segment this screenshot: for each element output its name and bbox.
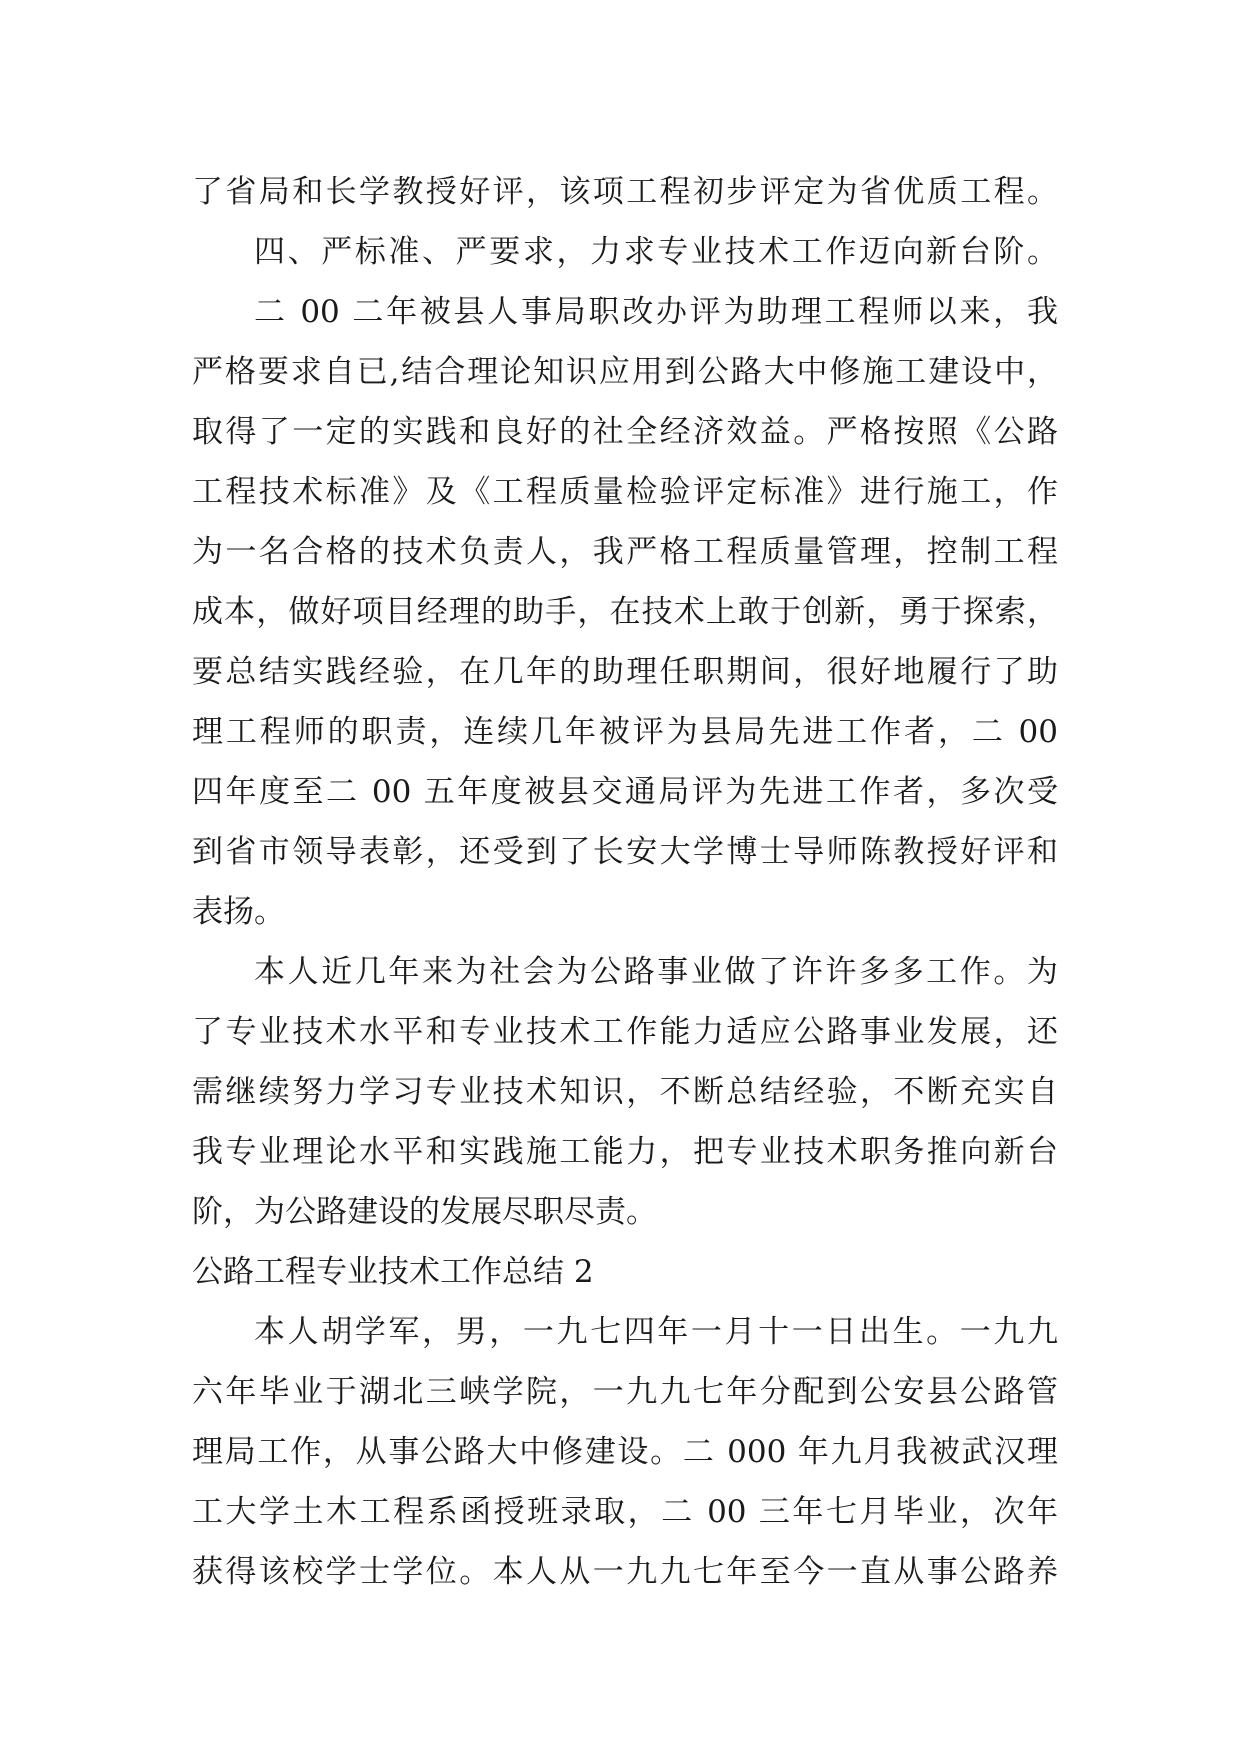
- text-line: 工程技术标准》及《工程质量检验评定标准》进行施工，作: [192, 474, 1058, 510]
- text-line: 六年毕业于湖北三峡学院，一九九七年分配到公安县公路管: [192, 1374, 1058, 1410]
- text-line: 四、严标准、严要求，力求专业技术工作迈向新台阶。: [254, 234, 1058, 270]
- text-line: 严格要求自已,结合理论知识应用到公路大中修施工建设中，: [192, 354, 1058, 390]
- text-line: 工大学土木工程系函授班录取，二 00 三年七月毕业，次年: [192, 1494, 1058, 1530]
- text-line: 四年度至二 00 五年度被县交通局评为先进工作者，多次受: [192, 774, 1058, 810]
- text-line: 本人胡学军，男，一九七四年一月十一日出生。一九九: [254, 1314, 1058, 1350]
- text-line: 需继续努力学习专业技术知识，不断总结经验，不断充实自: [192, 1074, 1058, 1110]
- text-line: 获得该校学士学位。本人从一九九七年至今一直从事公路养: [192, 1554, 1058, 1590]
- text-line: 二 00 二年被县人事局职改办评为助理工程师以来，我: [254, 294, 1058, 330]
- section-heading: 公路工程专业技术工作总结 2: [192, 1254, 594, 1290]
- text-line: 成本，做好项目经理的助手，在技术上敢于创新，勇于探索，: [192, 594, 1058, 630]
- text-line: 理局工作，从事公路大中修建设。二 000 年九月我被武汉理: [192, 1434, 1058, 1470]
- text-line: 理工程师的职责，连续几年被评为县局先进工作者，二 00: [192, 714, 1058, 750]
- text-line: 本人近几年来为社会为公路事业做了许许多多工作。为: [254, 954, 1058, 990]
- text-line: 阶，为公路建设的发展尽职尽责。: [192, 1194, 657, 1230]
- text-line: 了专业技术水平和专业技术工作能力适应公路事业发展，还: [192, 1014, 1058, 1050]
- text-line: 要总结实践经验，在几年的助理任职期间，很好地履行了助: [192, 654, 1058, 690]
- text-line: 到省市领导表彰，还受到了长安大学博士导师陈教授好评和: [192, 834, 1058, 870]
- text-line: 取得了一定的实践和良好的社全经济效益。严格按照《公路: [192, 414, 1058, 450]
- document-body: [192, 162, 1058, 1602]
- text-line: 我专业理论水平和实践施工能力，把专业技术职务推向新台: [192, 1134, 1058, 1170]
- text-line: 表扬。: [192, 894, 285, 930]
- text-line: 了省局和长学教授好评，该项工程初步评定为省优质工程。: [192, 174, 1058, 210]
- text-line: 为一名合格的技术负责人，我严格工程质量管理，控制工程: [192, 534, 1058, 570]
